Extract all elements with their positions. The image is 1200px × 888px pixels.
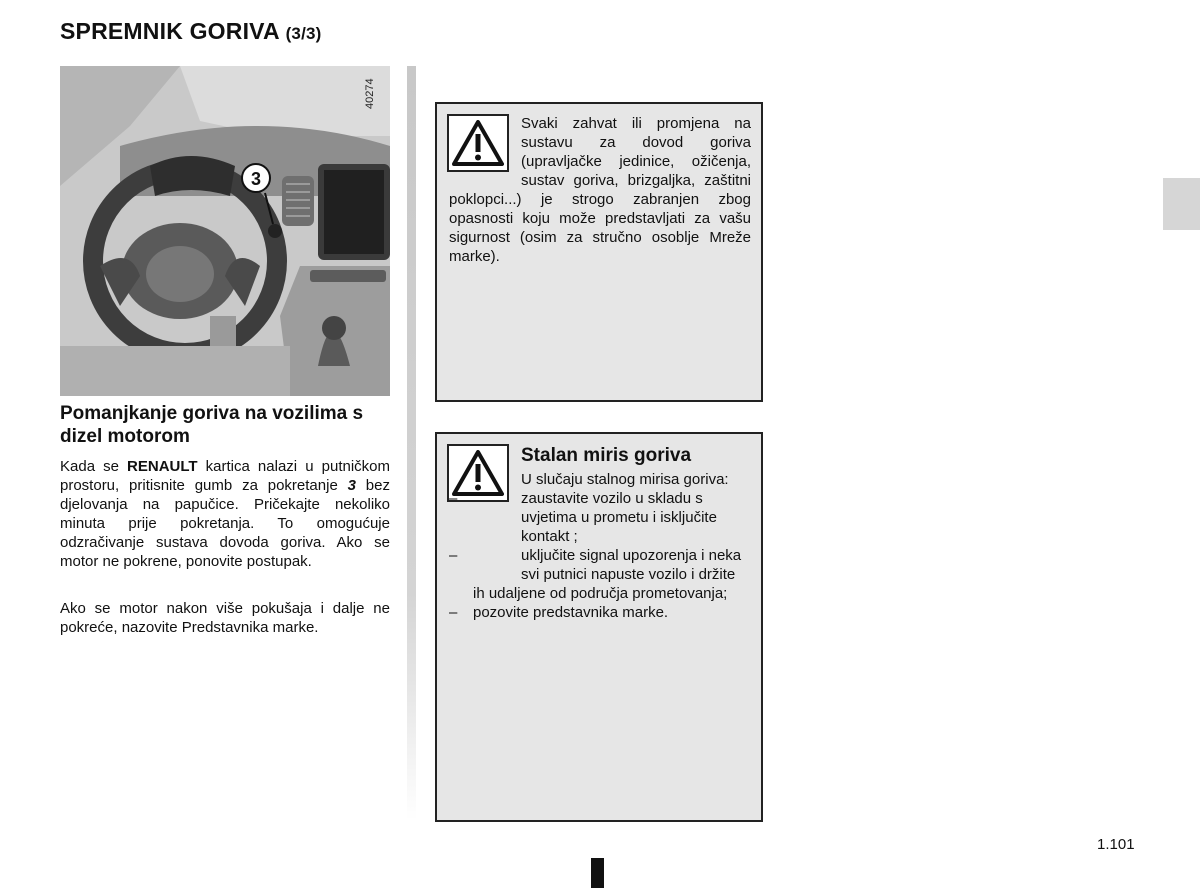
- warning-2-steps: [449, 489, 751, 622]
- column-divider: [407, 66, 416, 820]
- paragraph-diesel-restart: [60, 457, 390, 571]
- paragraph-call-dealer: Ako se motor nakon više pokušaja i dalje ne pokreće, nazovite Predstavnika marke.: [60, 600, 390, 636]
- button-reference: 3: [347, 477, 356, 494]
- list-item: [449, 546, 751, 603]
- p1-text-start: Kada se: [60, 458, 128, 475]
- warning-2-title: Stalan miris goriva: [521, 445, 692, 466]
- warning-2-intro: U slučaju stalnog mirisa goriva:: [521, 471, 729, 488]
- step-1-text: zaustavite vozilo u skladu s uvjetima u prometu i isključite kontakt ;: [521, 490, 717, 545]
- brand-name: RENAULT: [127, 458, 198, 475]
- list-item: [449, 603, 751, 622]
- page-title-part: (3/3): [285, 24, 322, 43]
- page-number: 1.101: [1097, 836, 1135, 853]
- step-2-text: uključite signal upozorenja i neka svi putnici napuste vozilo i držite ih udaljene od područja prometovanja;: [473, 547, 742, 602]
- section-heading: Pomanjkanje goriva na vozilima s dizel motorom: [60, 403, 364, 447]
- warning-2-content: [449, 444, 751, 622]
- p1-text-mid: kartica nalazi u putničkom prostoru, pritisnite gumb za pokretanje: [60, 458, 390, 494]
- dashboard-illustration: [60, 66, 390, 396]
- page-title: [60, 18, 322, 45]
- print-mark: [591, 858, 604, 888]
- callout-3: 3: [250, 169, 262, 189]
- warning-1-text: Svaki zahvat ili promjena na sustavu za dovod goriva (upravljačke jedinice, ožičenja, sustav goriva, brizgaljka, zaštitni poklopci...) je strogo zabranjen zbog opasnosti koju može predstavljati za vašu sigurnost (osim za stručno osoblje Mreže marke).: [449, 115, 751, 265]
- chapter-tab-marker: [1163, 178, 1200, 230]
- image-reference-code: 40274: [364, 78, 376, 110]
- step-3-text: pozovite predstavnika marke.: [473, 604, 669, 621]
- warning-box-fuel-smell: [435, 432, 763, 822]
- p1-text-end: bez djelovanja na papučice. Pričekajte nekoliko minuta prije pokretanja. To omogućuje odzračivanje sustava dovoda goriva. Ako se motor ne pokrene, ponovite postupak.: [60, 477, 390, 570]
- warning-1-content: [449, 114, 751, 266]
- warning-box-fuel-system: [435, 102, 763, 402]
- list-item: [449, 489, 751, 546]
- page-title-text: SPREMNIK GORIVA: [60, 18, 279, 44]
